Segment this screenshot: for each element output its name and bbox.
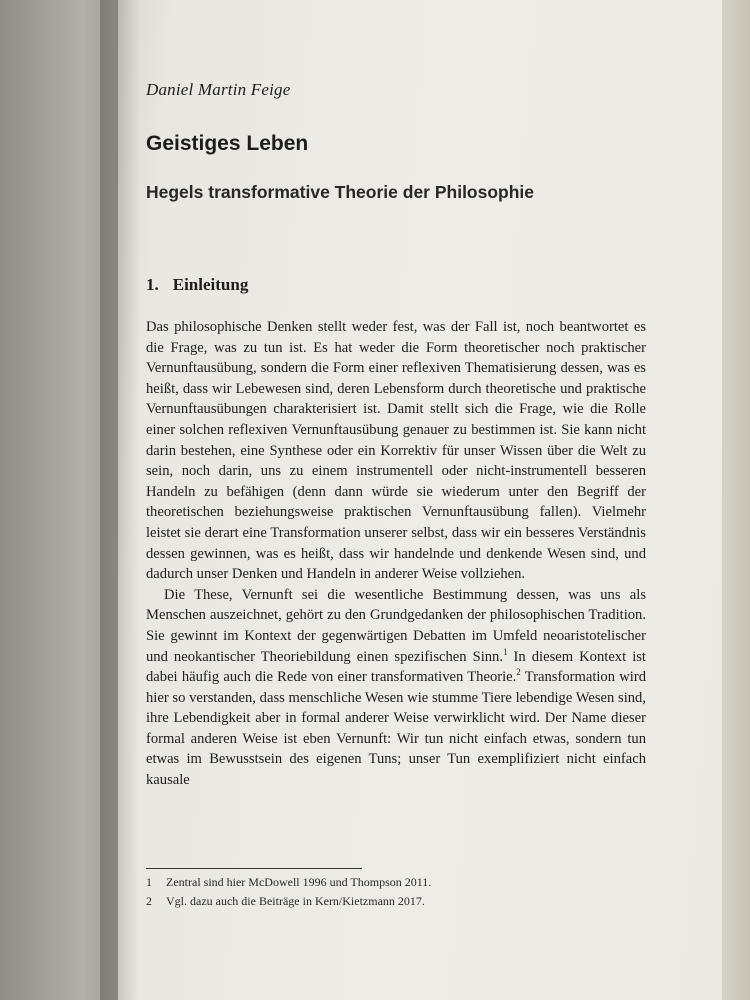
- footnote-divider: [146, 868, 362, 869]
- footnote-text: Zentral sind hier McDowell 1996 und Thompson 2011.: [166, 875, 432, 889]
- paragraph-2-part-3: Transformation wird hier so verstanden, dass menschliche Wesen wie stumme Tiere lebendige Wesen sind, ihre Lebendigkeit aber in formal anderer Weise verwirklicht wird. Der Name dieser formal anderen Weise ist eben Vernunft: Wir tun nicht einfach etwas, sondern tun etwas im Bewusstsein des eigenen Tuns; unser Tun exemplifiziert nicht einfach kausale: [146, 669, 647, 789]
- paragraph-2: [146, 585, 646, 791]
- section-title: Einleitung: [172, 275, 249, 294]
- page-edge: [722, 0, 750, 1000]
- chapter-title: Geistiges Leben: [146, 132, 309, 155]
- footnote-1: [146, 875, 616, 890]
- footnote-number: 1: [146, 875, 152, 889]
- footnote-text: Vgl. dazu auch die Beiträge in Kern/Kietzmann 2017.: [166, 894, 425, 908]
- section-heading: [146, 275, 646, 295]
- footnote-2: [146, 894, 616, 909]
- paragraph-1: Das philosophische Denken stellt weder fest, was der Fall ist, noch beantwortet es die Frage, was zu tun ist. Es hat weder die Form theoretischer noch praktischer Vernunftausübung, sondern die Form einer reflexiven Thematisierung dessen, was es heißt, dass wir Lebewesen sind, deren Lebensform durch theoretische und praktische Vernunftausübungen charakterisiert ist. Damit stellt sich die Frage, wie die Rolle einer solchen reflexiven Vernunftausübung genauer zu bestimmen ist. Sie kann nicht darin bestehen, eine Synthese oder ein Korrektiv für unser Wissen über die Welt zu sein, noch darin, uns zu einem instrumentell oder nicht-instrumentell besseren Handeln zu befähigen (denn dann würde sie wiederum unter den Begriff der theoretischen beziehungsweise praktischen Vernunftausübung fallen). Vielmehr leistet sie derart eine Transformation unserer selbst, dass wir ein besseres Verständnis dessen gewinnen, was es heißt, dass wir handelnde und denkende Wesen sind, und dadurch unser Denken und Handeln in anderer Weise vollziehen.: [146, 319, 646, 583]
- author-name: Daniel Martin Feige: [146, 80, 291, 99]
- chapter-subtitle: Hegels transformative Theorie der Philosophie: [146, 182, 535, 202]
- paragraph-2-part-2: In diesem Kontext ist dabei häufig auch die Rede von einer transformativen Theorie.: [146, 648, 646, 686]
- footnotes: [146, 875, 616, 913]
- spine-shadow: [100, 0, 140, 1000]
- footnote-number: 2: [146, 894, 152, 908]
- page-content: [146, 80, 646, 791]
- footnote-ref-1: 1: [503, 646, 508, 657]
- section-number: 1.: [146, 275, 159, 294]
- paragraph-2-part-1: Die These, Vernunft sei die wesentliche Bestimmung dessen, was uns als Menschen auszeichnet, gehört zu den Grundgedanken der philosophischen Tradition. Sie gewinnt im Kontext der gegenwärtigen Debatten im Umfeld neoaristotelischer und neokantischer Theoriebildung einen spezifischen Sinn.: [146, 586, 646, 665]
- footnote-ref-2: 2: [516, 667, 521, 678]
